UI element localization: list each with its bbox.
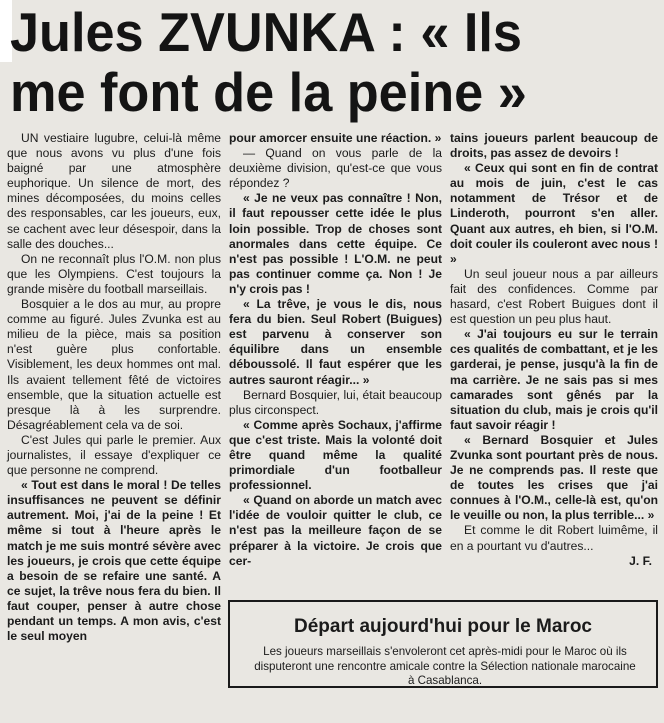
paragraph: UN vestiaire lugubre, celui-là même que nous avons vu plus d'une fois baigné par une atmosphère euphorique. Un silence de mort, des mines décomposées, du moins celles des responsables, car les joueurs, eux, se cachent avec leur désespoir, dans la salle des douches... [7,131,221,251]
quote-paragraph: « Comme après Sochaux, j'affirme que c'est triste. Mais la volonté doit être quand même la qualité primordiale d'un footballeur professionnel. [229,417,442,493]
headline [10,2,628,122]
quote-paragraph: « J'ai toujours eu sur le terrain ces qualités de combattant, et je les garderai, je pense, jusqu'à la fin de ma carrière. Je ne sais pas si mes camarades sont gênés par la situation du club, mais je crois qu'il faut savoir réagir ! [450,327,658,432]
article-column-3 [450,131,658,569]
quote-paragraph: « La trêve, je vous le dis, nous fera du bien. Seul Robert (Buigues) est parvenu à conserver son équilibre dans un ensemble déboussolé. Il faut espérer que les autres sauront réagir... » [229,297,442,387]
paragraph: Bosquier a le dos au mur, au propre comme au figuré. Jules Zvunka est au milieu de la pièce, mais sa position n'est guère plus confortable. Visiblement, les deux hommes ont mal. Ils avaient tellement fêté de victoires ensemble, que la situation actuelle est presque là à les surprendre. Désagréablement cela va de soi. [7,297,221,432]
headline-line-2: me font de la peine » [10,61,527,123]
quote-paragraph: « Quand on aborde un match avec l'idée de vouloir quitter le club, ce n'est pas la meilleure façon de se préparer à la victoire. Je crois que cer- [229,493,442,568]
paragraph: Bernard Bosquier, lui, était beaucoup plus circonspect. [229,387,442,417]
news-brief-box [228,600,658,688]
quote-paragraph: tains joueurs parlent beaucoup de droits, pas assez de devoirs ! [450,131,658,161]
article-column-2 [229,131,442,569]
question-paragraph: — Quand on vous parle de la deuxième division, qu'est-ce que vous répondez ? [229,146,442,191]
paragraph: C'est Jules qui parle le premier. Aux journalistes, il essaye d'expliquer ce que personne ne comprend. [7,432,221,478]
author-signature: J. F. [629,553,652,568]
paragraph: Et comme le dit Robert luimême, il en a pourtant vu d'autres... [450,523,658,553]
paragraph: On ne reconnaît plus l'O.M. non plus que les Olympiens. C'est toujours la grande misère du football marseillais. [7,251,221,296]
quote-paragraph: « Je ne veux pas connaître ! Non, il faut repousser cette idée le plus loin possible. Trop de choses sont anormales dans cette équipe. Ce n'est pas possible ! L'O.M. ne peut pas continuer comme ça. Non ! Je n'y crois pas ! [229,191,442,296]
headline-line-1: Jules ZVUNKA : « Ils [10,1,522,63]
brief-text: Les joueurs marseillais s'envoleront cet après-midi pour le Maroc où ils disputeront une rencontre amicale contre la Sélection nationale marocaine à Casablanca. [254,645,636,687]
brief-title: Départ aujourd'hui pour le Maroc [294,616,592,637]
quote-paragraph: « Bernard Bosquier et Jules Zvunka sont pourtant près de nous. Je ne comprends pas. Il reste que de toutes les crises que j'ai connues à l'O.M., celle-là est, qu'on le veuille ou non, la plus terrible... » [450,432,658,523]
quote-paragraph: « Ceux qui sont en fin de contrat au mois de juin, c'est le cas notamment de Trésor et de Linderoth, pourront s'en aller. Quant aux autres, eh bien, si l'O.M. doit couler ils couleront avec nous ! » [450,161,658,266]
quote-paragraph: « Tout est dans le moral ! De telles insuffisances ne peuvent se définir autrement. Moi, j'ai de la peine ! Et même si tout à l'heure après le match je me suis montré sévère avec les joueurs, je crois que cette équipe a besoin de se refaire une santé. A ce sujet, la trêve nous fera du bien. Il faut couper, penser à autre chose pendant un temps. A mon avis, c'est le seul moyen [7,478,221,644]
paragraph: Un seul joueur nous a par ailleurs fait des confidences. Comme par hasard, c'est Robert Buigues dont il est question un peu plus haut. [450,266,658,327]
quote-paragraph: pour amorcer ensuite une réaction. » [229,131,442,145]
article-column-1 [7,131,221,644]
